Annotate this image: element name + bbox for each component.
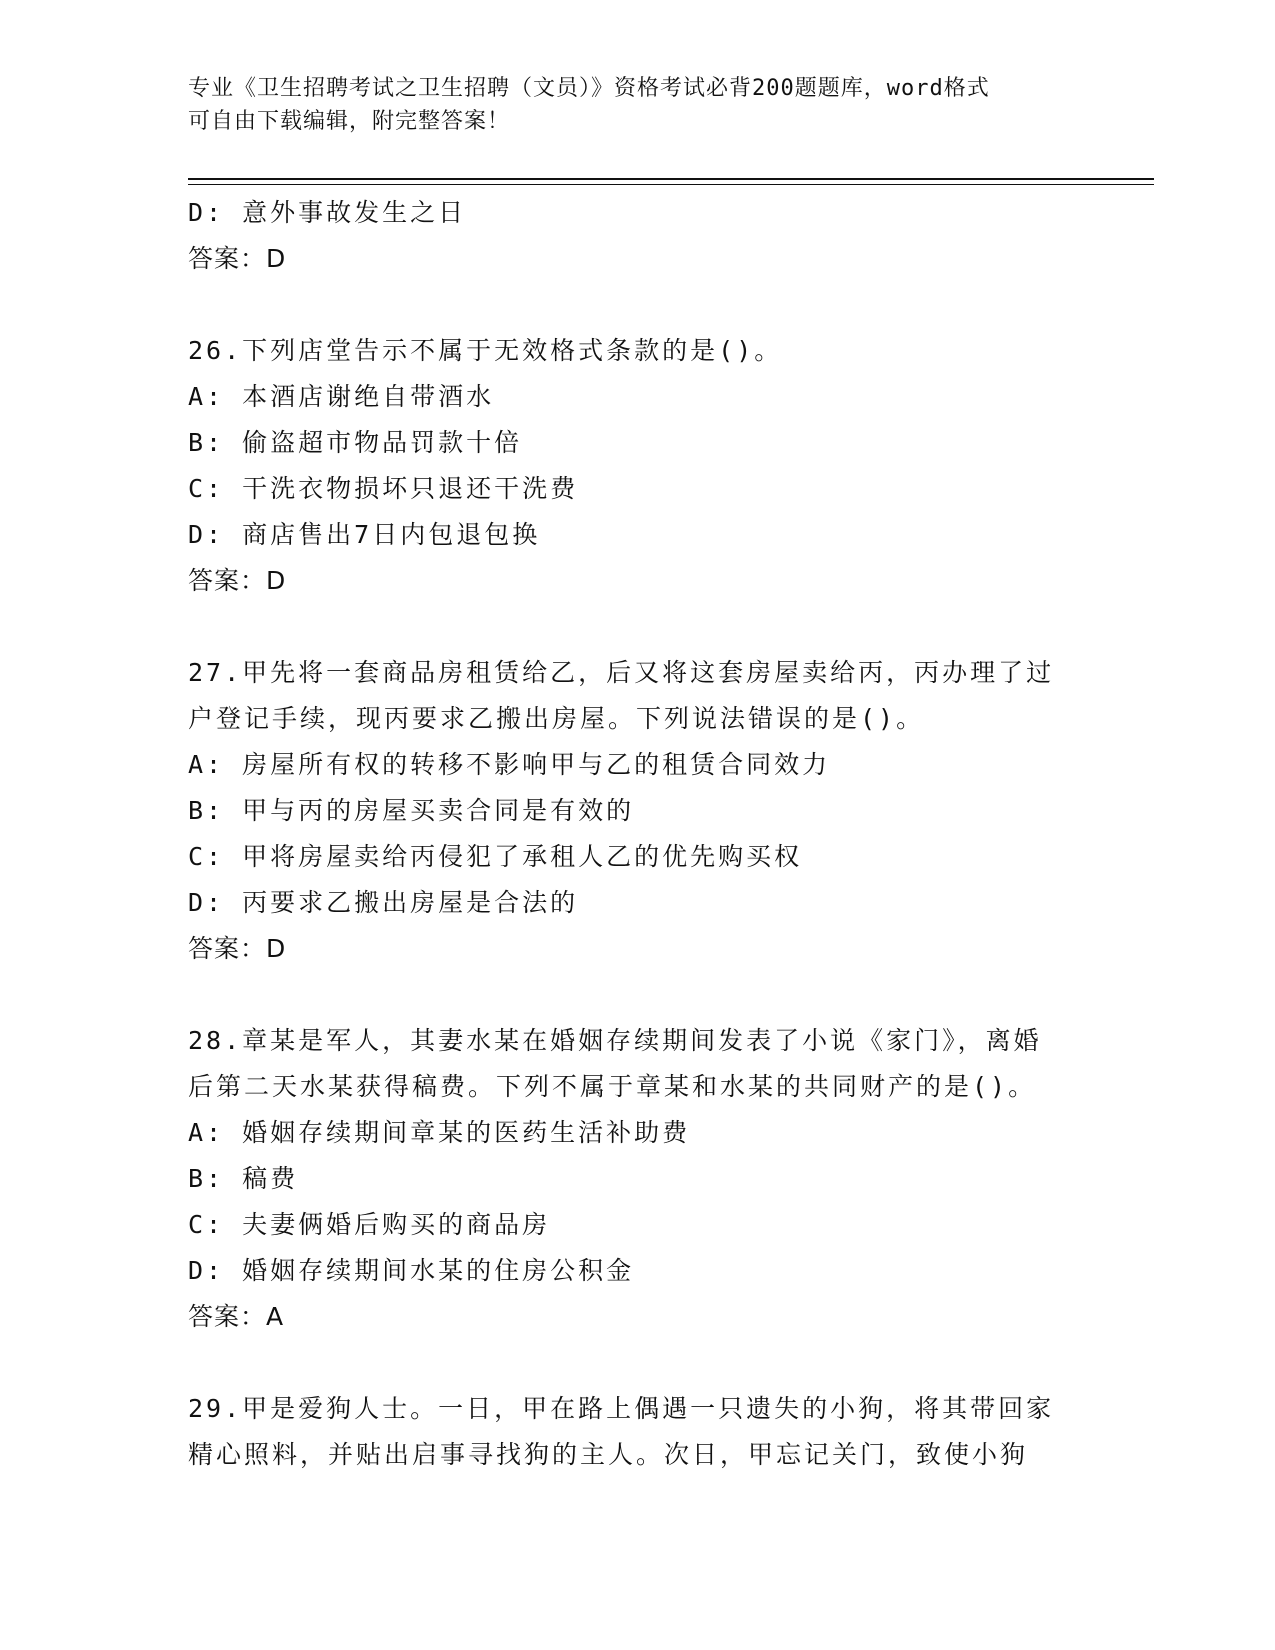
option-d: D: 婚姻存续期间水某的住房公积金 — [188, 1256, 635, 1285]
document-header — [188, 72, 1088, 138]
header-rule-thick — [188, 178, 1154, 180]
header-rule-thin — [188, 184, 1154, 185]
spacer — [188, 972, 1088, 1018]
option-d: D: 商店售出7日内包退包换 — [188, 520, 541, 549]
question-stem-line-1: 27.甲先将一套商品房租赁给乙，后又将这套房屋卖给丙，丙办理了过 — [188, 658, 1055, 687]
question-stem-line-2: 户登记手续，现丙要求乙搬出房屋。下列说法错误的是()。 — [188, 704, 925, 733]
spacer — [188, 604, 1088, 650]
option-c: C: 甲将房屋卖给丙侵犯了承租人乙的优先购买权 — [188, 842, 803, 871]
option-b: B: 稿费 — [188, 1164, 299, 1193]
question-stem-line-1: 28.章某是军人，其妻水某在婚姻存续期间发表了小说《家门》，离婚 — [188, 1026, 1042, 1055]
question-25-tail — [188, 190, 1088, 282]
question-stem: 26.下列店堂告示不属于无效格式条款的是()。 — [188, 336, 783, 365]
question-stem-line-2: 后第二天水某获得稿费。下列不属于章某和水某的共同财产的是()。 — [188, 1072, 1037, 1101]
option-d: D: 意外事故发生之日 — [188, 198, 467, 227]
header-title-line-1: 专业《卫生招聘考试之卫生招聘（文员）》资格考试必背200题题库，word格式 — [188, 76, 990, 101]
option-d: D: 丙要求乙搬出房屋是合法的 — [188, 888, 579, 917]
answer-line: 答案：D — [188, 934, 287, 963]
answer-line: 答案：D — [188, 244, 287, 273]
answer-line: 答案：A — [188, 1302, 285, 1331]
question-26 — [188, 328, 1088, 604]
question-29 — [188, 1386, 1088, 1478]
answer-line: 答案：D — [188, 566, 287, 595]
option-a: A: 本酒店谢绝自带酒水 — [188, 382, 495, 411]
question-list — [188, 190, 1088, 1478]
question-stem-line-1: 29.甲是爱狗人士。一日，甲在路上偶遇一只遗失的小狗，将其带回家 — [188, 1394, 1055, 1423]
option-c: C: 夫妻俩婚后购买的商品房 — [188, 1210, 551, 1239]
spacer — [188, 1340, 1088, 1386]
option-b: B: 偷盗超市物品罚款十倍 — [188, 428, 523, 457]
option-b: B: 甲与丙的房屋买卖合同是有效的 — [188, 796, 635, 825]
question-28 — [188, 1018, 1088, 1340]
option-a: A: 房屋所有权的转移不影响甲与乙的租赁合同效力 — [188, 750, 831, 779]
question-27 — [188, 650, 1088, 972]
spacer — [188, 282, 1088, 328]
option-c: C: 干洗衣物损坏只退还干洗费 — [188, 474, 579, 503]
question-stem-line-2: 精心照料，并贴出启事寻找狗的主人。次日，甲忘记关门，致使小狗 — [188, 1440, 1029, 1469]
option-a: A: 婚姻存续期间章某的医药生活补助费 — [188, 1118, 691, 1147]
header-title-line-2: 可自由下载编辑，附完整答案！ — [188, 109, 511, 134]
